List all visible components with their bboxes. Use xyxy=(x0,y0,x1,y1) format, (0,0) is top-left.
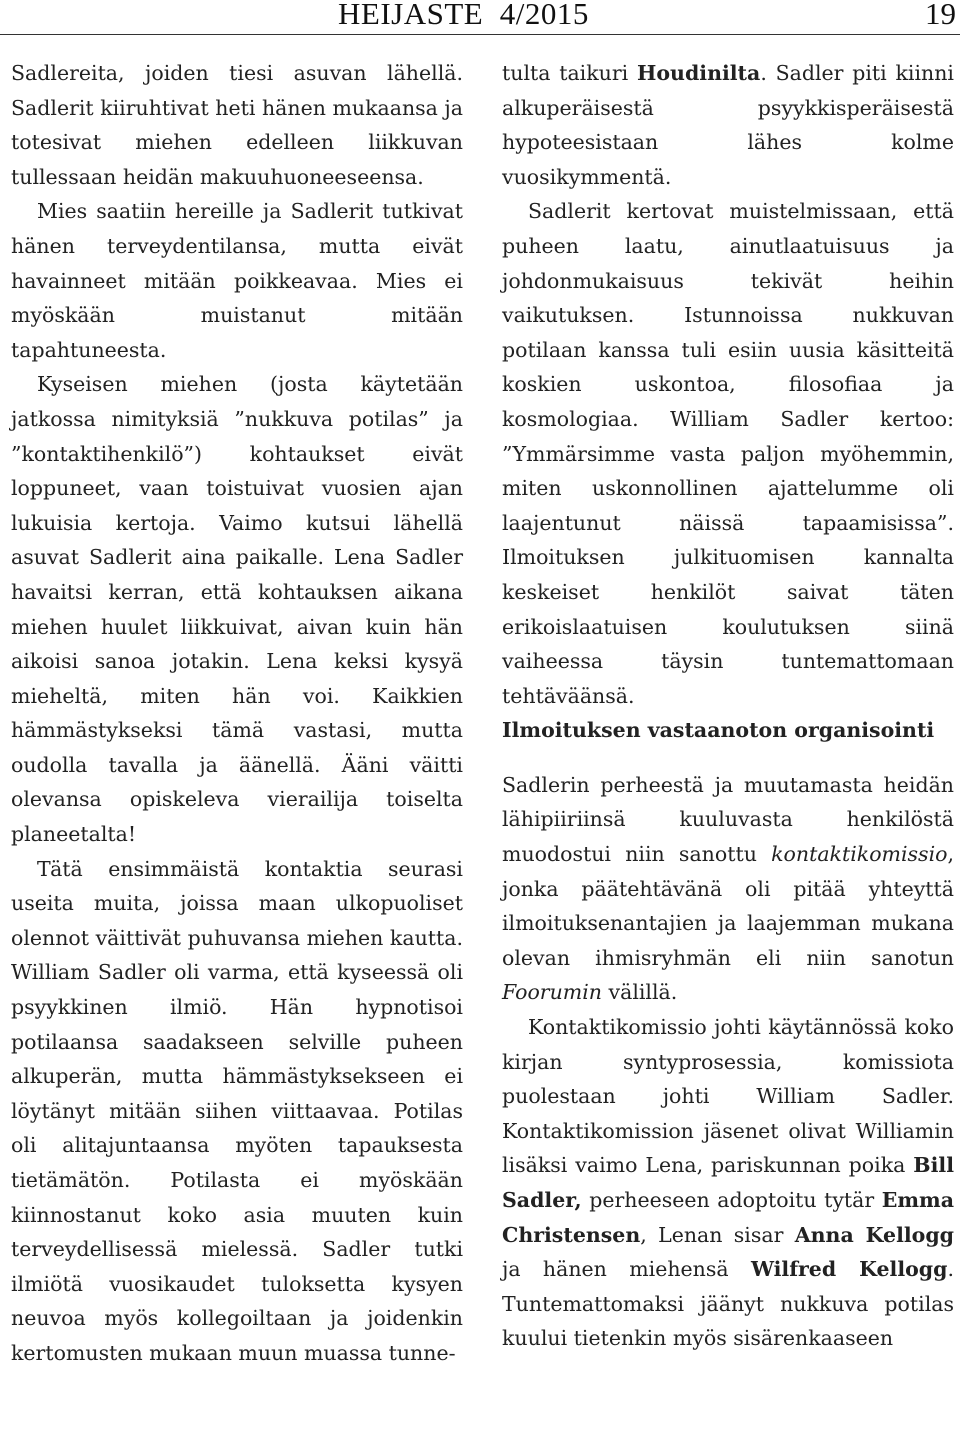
p4-d: ja hänen miehensä xyxy=(502,1257,751,1282)
p4-b: perheeseen adoptoitu tytär xyxy=(581,1188,882,1212)
left-paragraph-2: Mies saatiin hereille ja Sadlerit tutkivat hänen terveydentilansa, mutta eivät havainneet mitään poikkeavaa. Mies ei myöskään muistanut mitään tapahtuneesta. xyxy=(11,199,463,362)
page-number: 19 xyxy=(925,0,956,31)
right-paragraph-4 xyxy=(502,1010,954,1356)
p4-a: Kontaktikomissio johti käytännössä koko kirjan syntyprosessia, komissiota puolestaan johti William Sadler. Kontaktikomission jäsenet olivat Williamin lisäksi vaimo Lena, pariskunnan poika xyxy=(502,1015,954,1178)
left-paragraph-4: Tätä ensimmäistä kontaktia seurasi useita muita, joissa maan ulkopuoliset olennot väittivät puhuvansa miehen kautta. William Sadler oli varma, että kyseessä oli psyykkinen ilmiö. Hän hypnotisoi potilaansa saadakseen selville puheen alkuperän, mutta hämmästyksekseen ei löytänyt mitään siihen viittaavaa. Potilas oli alitajuntaansa myöten tapauksesta tietämätön. Potilasta ei myöskään kiinnostanut koko asia muuten kuin terveydellisessä mielessä. Sadler tutki ilmiötä vuosikaudet tuloksetta kysyen neuvoa myös kollegoiltaan ja joidenkin kertomusten mukaan muun muassa tunne- xyxy=(11,856,463,1365)
name-wilfred-kellogg: Wilfred Kellogg xyxy=(750,1257,948,1282)
right-paragraph-3 xyxy=(502,768,954,1010)
name-houdini: Houdinilta xyxy=(637,61,761,85)
term-foorumi: Foorumin xyxy=(502,980,602,1005)
section-heading: Ilmoituksen vastaanoton organisointi xyxy=(502,718,935,743)
name-emma-christensen: Emma Christensen xyxy=(502,1188,954,1247)
right-column xyxy=(502,56,954,1356)
page-header xyxy=(0,0,960,36)
p3-b: , jonka päätehtävänä oli pitää yhteyttä ilmoituksenantajien ja laajemman mukana olevan ihmisryhmän eli niin sanotun xyxy=(502,842,954,970)
p3-a: Sadlerin perheestä ja muutamasta heidän lähipiiriinsä kuuluvasta henkilöstä muodostui niin sanottu xyxy=(502,772,954,867)
left-column xyxy=(11,56,463,1371)
left-paragraph-3: Kyseisen miehen (josta käytetään jatkossa nimityksiä ”nukkuva potilas” ja ”kontaktihenkilö”) kohtaukset eivät loppuneet, vaan toistuivat vuosien ajan lukuisia kertoja. Vaimo kutsui lähellä asuvat Sadlerit aina paikalle. Lena Sadler havaitsi kerran, että kohtauksen aikana miehen huulet liikkuivat, aivan kuin hän aikoisi sanoa jotakin. Lena keksi kysyä mieheltä, miten hän voi. Kaikkien hämmästykseksi tämä vastasi, mutta oudolla tavalla ja äänellä. Ääni väitti olevansa opiskeleva vierailija toiselta planeetalta! xyxy=(11,372,463,847)
name-anna-kellogg: Anna Kellogg xyxy=(794,1222,954,1247)
name-bill-sadler: Bill Sadler, xyxy=(502,1153,954,1212)
right-paragraph-2: Sadlerit kertovat muistelmissaan, että puheen laatu, ainutlaatuisuus ja johdonmukaisuus tekivät heihin vaikutuksen. Istunnoissa nukkuvan potilaan kanssa tuli esiin uusia käsitteitä koskien uskontoa, filosofiaa ja kosmologiaa. William Sadler kertoo: ”Ymmärsimme vasta paljon myöhemmin, miten uskonnollinen ajattelumme oli laajentunut näissä tapaamisissa”. Ilmoituksen julkituomisen kannalta keskeiset henkilöt saivat täten erikoislaatuisen koulutuksen siinä vaiheessa täysin tuntemattomaan tehtäväänsä. xyxy=(502,199,954,708)
p1-prefix: tulta taikuri xyxy=(502,61,637,85)
magazine-title: HEIJASTE 4/2015 xyxy=(338,0,589,31)
left-paragraph-1: Sadlereita, joiden tiesi asuvan lähellä. Sadlerit kiiruhtivat heti hänen mukaansa ja totesivat miehen edelleen liikkuvan tullessaan heidän makuuhuoneeseensa. xyxy=(11,61,463,189)
right-paragraph-1 xyxy=(502,56,954,194)
term-kontaktikomissio: kontaktikomissio xyxy=(771,842,948,867)
p3-c: välillä. xyxy=(602,980,678,1005)
p4-c: , Lenan sisar xyxy=(640,1222,795,1247)
header-rule xyxy=(0,34,960,35)
p4-e: . Tuntemattomaksi jäänyt nukkuva potilas kuului tietenkin myös sisärenkaaseen xyxy=(502,1257,954,1351)
p1-suffix: . Sadler piti kiinni alkuperäisestä psyykkisperäisestä hypoteesistaan lähes kolme vuosikymmentä. xyxy=(502,61,954,189)
